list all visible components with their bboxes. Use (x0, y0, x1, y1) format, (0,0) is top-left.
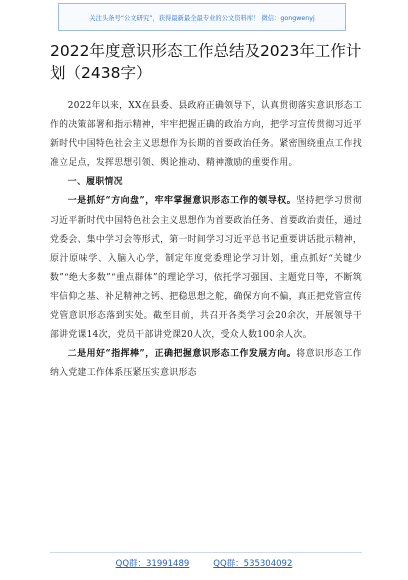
item-2-body: 将意识形态工作纳入党建工作体系压紧压实意识形态 (50, 349, 362, 379)
item-2-lead: 二是用好“指挥棒”，正确把握意识形态工作发展方向。 (67, 349, 297, 360)
footer (0, 557, 408, 569)
header-banner[interactable] (58, 3, 346, 31)
document-title: 2022年度意识形态工作总结及2023年工作计划（2438字） (50, 42, 362, 82)
document-body (50, 97, 362, 383)
banner-text: 关注头条号“公文研究”，获得最新最全最专业的公文资料库！ 微信：gongwenyj (89, 14, 315, 22)
item-1-lead: 一是抓好“方向盘”，牢牢掌握意识形态工作的领导权。 (67, 196, 297, 207)
section-heading: 一、履职情况 (67, 177, 123, 188)
item-2-paragraph (50, 345, 362, 383)
intro-paragraph: 2022年以来，XX在县委、县政府正确领导下，认真贯彻落实意识形态工作的决策部署和指示精神，牢牢把握正确的政治方向，把学习宣传贯彻习近平新时代中国特色社会主义思想作为长期的首要政治任务。紧密围绕重点工作找准立足点，发挥思想引领、舆论推动、精神激励的重要作用。 (50, 101, 362, 169)
qq-group-link-2[interactable]: QQ群：535304092 (213, 559, 293, 569)
item-1-body: 坚持把学习贯彻习近平新时代中国特色社会主义思想作为首要政治任务、首要政治责任，通过党委会、集中学习会等形式，第一时间学习习近平总书记重要讲话批示精神，原汁原味学、入脑入心学，制定年度党委理论学习计划，重点抓好“关键少数”“绝大多数”“重点群体”的理论学习，依托学习强国、主题党日等，不断筑牢信仰之基、补足精神之钙、把稳思想之舵，确保方向不偏，真正把党管宣传党管意识形态落到实处。截至目前，共召开各类学习会20余次，开展领导干部讲党课14次，党员干部讲党课20人次，受众人数100余人次。 (50, 196, 362, 341)
footer-divider (50, 552, 362, 553)
qq-group-link-1[interactable]: QQ群：31991489 (115, 559, 190, 569)
item-1-paragraph (50, 192, 362, 345)
